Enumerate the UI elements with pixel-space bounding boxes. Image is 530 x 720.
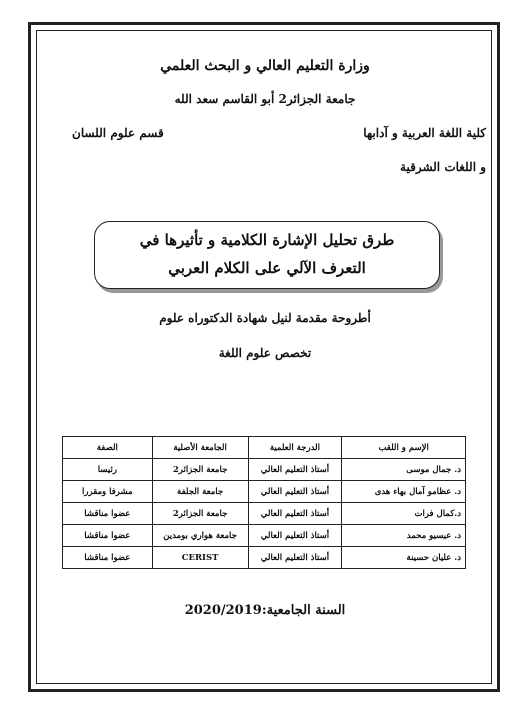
academic-year-label: السنة الجامعية:	[261, 603, 346, 618]
jury-university: CERIST	[152, 547, 248, 569]
faculty-name-line2: و اللغات الشرقية	[400, 160, 486, 174]
header-rank: الدرجة العلمية	[248, 437, 342, 459]
header-name: الإسم و اللقب	[342, 437, 466, 459]
jury-name: د. جمال موسى	[342, 459, 466, 481]
faculty-name: كلية اللغة العربية و آدابها	[363, 126, 486, 140]
jury-rank: أستاذ التعليم العالي	[248, 547, 342, 569]
ministry-heading: وزارة التعليم العالي و البحث العلمي	[160, 58, 370, 74]
jury-rank: أستاذ التعليم العالي	[248, 481, 342, 503]
thesis-note: أطروحة مقدمة لنيل شهادة الدكتوراه علوم	[159, 311, 371, 325]
jury-name: د. عليان حسينة	[342, 547, 466, 569]
table-row	[63, 503, 466, 525]
jury-role: مشرفا ومقررا	[63, 481, 153, 503]
academic-year	[0, 603, 530, 618]
jury-university: جامعة هواري بومدين	[152, 525, 248, 547]
jury-university: جامعة الجلفة	[152, 481, 248, 503]
jury-rank: أستاذ التعليم العالي	[248, 503, 342, 525]
jury-role: عضوا مناقشا	[63, 525, 153, 547]
jury-rank: أستاذ التعليم العالي	[248, 525, 342, 547]
specialty: تخصص علوم اللغة	[218, 346, 312, 360]
jury-role: عضوا مناقشا	[63, 503, 153, 525]
academic-year-value: 2020/2019	[184, 603, 262, 618]
jury-university: جامعة الجزائر2	[152, 503, 248, 525]
table-row	[63, 525, 466, 547]
university-name: جامعة الجزائر2 أبو القاسم سعد الله	[174, 92, 356, 106]
jury-header-row	[63, 437, 466, 459]
department-name: قسم علوم اللسان	[72, 126, 164, 140]
jury-name: د. عظامو آمال بهاء هدى	[342, 481, 466, 503]
table-row	[63, 459, 466, 481]
jury-university: جامعة الجزائر2	[152, 459, 248, 481]
header-role: الصفة	[63, 437, 153, 459]
jury-table	[62, 436, 466, 569]
thesis-title-line1: طرق تحليل الإشارة الكلامية و تأثيرها في	[139, 231, 395, 249]
jury-name: د.كمال فرات	[342, 503, 466, 525]
jury-rank: أستاذ التعليم العالي	[248, 459, 342, 481]
jury-role: رئيسا	[63, 459, 153, 481]
table-row	[63, 481, 466, 503]
header-university: الجامعة الأصلية	[152, 437, 248, 459]
thesis-title-line2: التعرف الآلي على الكلام العربي	[168, 259, 366, 277]
table-row	[63, 547, 466, 569]
jury-name: د. عيسيو محمد	[342, 525, 466, 547]
jury-role: عضوا مناقشا	[63, 547, 153, 569]
